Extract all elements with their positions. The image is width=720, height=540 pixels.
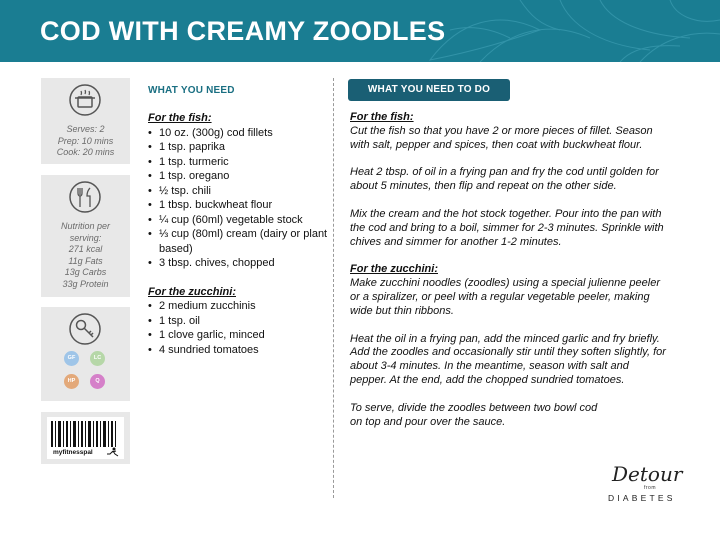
myfitnesspal-label: myfitnesspal <box>53 449 93 456</box>
page-title: COD WITH CREAMY ZOODLES <box>40 16 446 46</box>
leaf-pattern-decoration <box>420 0 720 62</box>
nutrition-text <box>41 221 130 290</box>
kcal-line: 271 kcal <box>68 244 103 254</box>
instruction-step: Cut the fish so that you have 2 or more pieces of fillet. Season with salt, pepper and spices, then coat with buckwheat flour. <box>350 124 653 151</box>
ingredient-item: • 4 sundried tomatoes <box>148 343 328 358</box>
fish-steps-title: For the fish: <box>350 111 414 123</box>
ingredient-item: • 1 tsp. oregano <box>148 169 328 184</box>
protein-line: 33g Protein <box>62 278 109 289</box>
nutrition-card <box>41 175 130 297</box>
instructions-heading-tab: WHAT YOU NEED TO DO <box>348 79 510 101</box>
quick-badge: Q <box>90 374 105 389</box>
zucchini-steps-title: For the zucchini: <box>350 263 438 276</box>
logo-from-text: from <box>644 485 656 491</box>
ingredient-item: • ¼ cup (60ml) vegetable stock <box>148 213 328 228</box>
key-icon <box>69 313 101 345</box>
instruction-step: Make zucchini noodles (zoodles) using a special julienne peeler or a spiralizer, or peel with a regular vegetable peeler, making wide but thin ribbons. <box>350 277 661 317</box>
ingredient-item: • 1 tbsp. buckwheat flour <box>148 198 328 213</box>
runner-icon <box>105 447 119 457</box>
prep-line: Prep: 10 mins <box>57 135 114 146</box>
header-banner <box>0 0 720 62</box>
zucchini-ingredients-title: For the zucchini: <box>148 285 236 298</box>
nutrition-line: Nutrition per <box>60 221 111 231</box>
serves-line: Serves: 2 <box>66 124 105 134</box>
ingredients-list <box>148 111 328 357</box>
zucchini-ingredients <box>148 299 328 357</box>
cooking-pot-icon <box>69 84 101 116</box>
ingredient-item: • 1 tsp. paprika <box>148 140 328 155</box>
column-divider <box>333 78 334 498</box>
fish-ingredients-title: For the fish: <box>148 112 212 124</box>
fats-line: 11g Fats <box>68 255 103 266</box>
logo-script-text: Detour <box>612 462 683 486</box>
high-protein-badge: HP <box>64 374 79 389</box>
logo-diabetes-text: DIABETES <box>608 493 676 503</box>
ingredient-item: • 3 tbsp. chives, chopped <box>148 256 328 271</box>
barcode-panel <box>47 417 124 459</box>
gluten-free-badge: GF <box>64 351 79 366</box>
serves-text <box>41 124 130 159</box>
low-carb-badge: LC <box>90 351 105 366</box>
instruction-step: Heat the oil in a frying pan, add the minced garlic and fry briefly. Add the zoodles and occasionally stir until they soften slightly, for about 3-4 minutes. In the meantime, season with salt and pepper. At the end, add the chopped sundried tomatoes. <box>350 332 666 386</box>
ingredient-item: • 1 clove garlic, minced <box>148 328 328 343</box>
cook-line: Cook: 20 mins <box>56 147 115 157</box>
instruction-step: Mix the cream and the hot stock together. Pour into the pan with the cod and bring to a boil, simmer for 2-3 minutes. Sprinkle with chives and simmer for another 1-2 minutes. <box>350 207 664 248</box>
instruction-step: To serve, divide the zoodles between two bowl cod on top and pour over the sauce. <box>350 401 598 428</box>
ingredients-heading: WHAT YOU NEED <box>148 85 235 96</box>
ingredient-item: • ½ tsp. chili <box>148 184 328 199</box>
serves-card <box>41 78 130 164</box>
ingredient-item: • 1 tsp. oil <box>148 314 328 329</box>
cutlery-icon <box>69 181 101 213</box>
instructions-text <box>350 111 668 443</box>
instruction-step: Heat 2 tbsp. of oil in a frying pan and fry the cod until golden for about 5 minutes, then flip and repeat on the other side. <box>350 166 659 193</box>
diet-key-card <box>41 307 130 401</box>
fish-ingredients <box>148 126 328 271</box>
ingredient-item: • 1 tsp. turmeric <box>148 155 328 170</box>
ingredient-item: • ⅓ cup (80ml) cream (dairy or plant based) <box>148 227 328 256</box>
ingredient-item: • 2 medium zucchinis <box>148 299 328 314</box>
ingredient-item: • 10 oz. (300g) cod fillets <box>148 126 328 141</box>
detour-from-diabetes-logo <box>604 462 700 518</box>
barcode-icon <box>51 421 121 447</box>
carbs-line: 13g Carbs <box>64 267 107 277</box>
myfitnesspal-card[interactable] <box>41 412 130 464</box>
nutrition-line: serving: <box>69 232 102 243</box>
